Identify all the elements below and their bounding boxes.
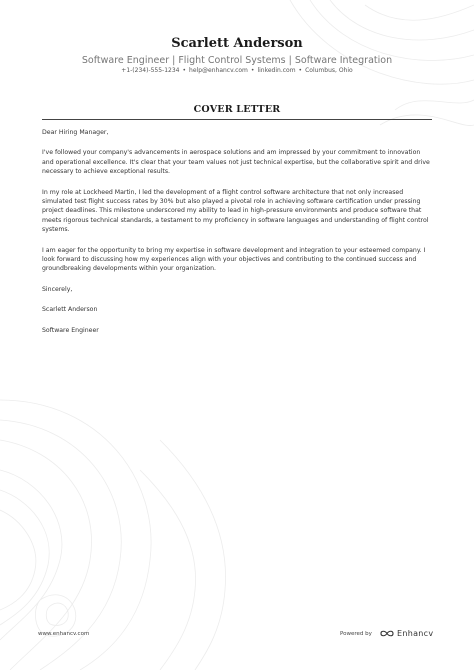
enhancv-brand-link[interactable] [380,627,433,639]
candidate-name: Scarlett Anderson [171,36,303,51]
linkedin-link[interactable]: linkedin.com [257,67,296,74]
closing: Sincerely, [42,285,73,293]
powered-by-text: Powered by [340,631,372,637]
brand-name: Enhancv [397,628,434,638]
phone-text: +1-(234)-555-1234 [121,67,180,74]
body-paragraph-2: In my role at Lockheed Martin, I led the development of a flight control software architecture that not only increased simulated test flight success rates by 30% but also played a pivotal role in achieving software certification under pressing project deadlines. This milestone underscored my ability to lead in high-pressure environments and produce software that meets rigorous technical standards, a testament to my proficiency in software languages and understanding of flight control systems. [42,188,429,234]
signature-title: Software Engineer [42,326,99,334]
section-title: COVER LETTER [193,104,281,115]
section-divider [42,119,432,120]
contact-line [0,67,474,74]
salutation: Dear Hiring Manager, [42,129,109,136]
signature-name: Scarlett Anderson [42,306,98,314]
separator-dot: • [182,67,187,74]
separator-dot: • [298,67,303,74]
letter-body [42,128,432,346]
enhancv-logo-icon [380,629,394,638]
separator-dot: • [250,67,255,74]
email-link[interactable]: help@enhancv.com [189,67,248,74]
location-text: Columbus, Ohio [305,67,353,74]
body-paragraph-3: I am eager for the opportunity to bring my expertise in software development and integration to your esteemed company. I look forward to discussing how my experiences align with your objectives and contributing to the continued success and groundbreaking developments within your organization. [42,246,426,273]
candidate-headline: Software Engineer | Flight Control Systems | Software Integration [81,55,393,66]
body-paragraph-1: I've followed your company's advancements in aerospace solutions and am impressed by your commitment to innovation and operational excellence. It's clear that your team values not just technical expertise, but the collaborative spirit and drive necessary to achieve exceptional results. [42,149,430,176]
footer-url-link[interactable]: www.enhancv.com [38,631,90,637]
